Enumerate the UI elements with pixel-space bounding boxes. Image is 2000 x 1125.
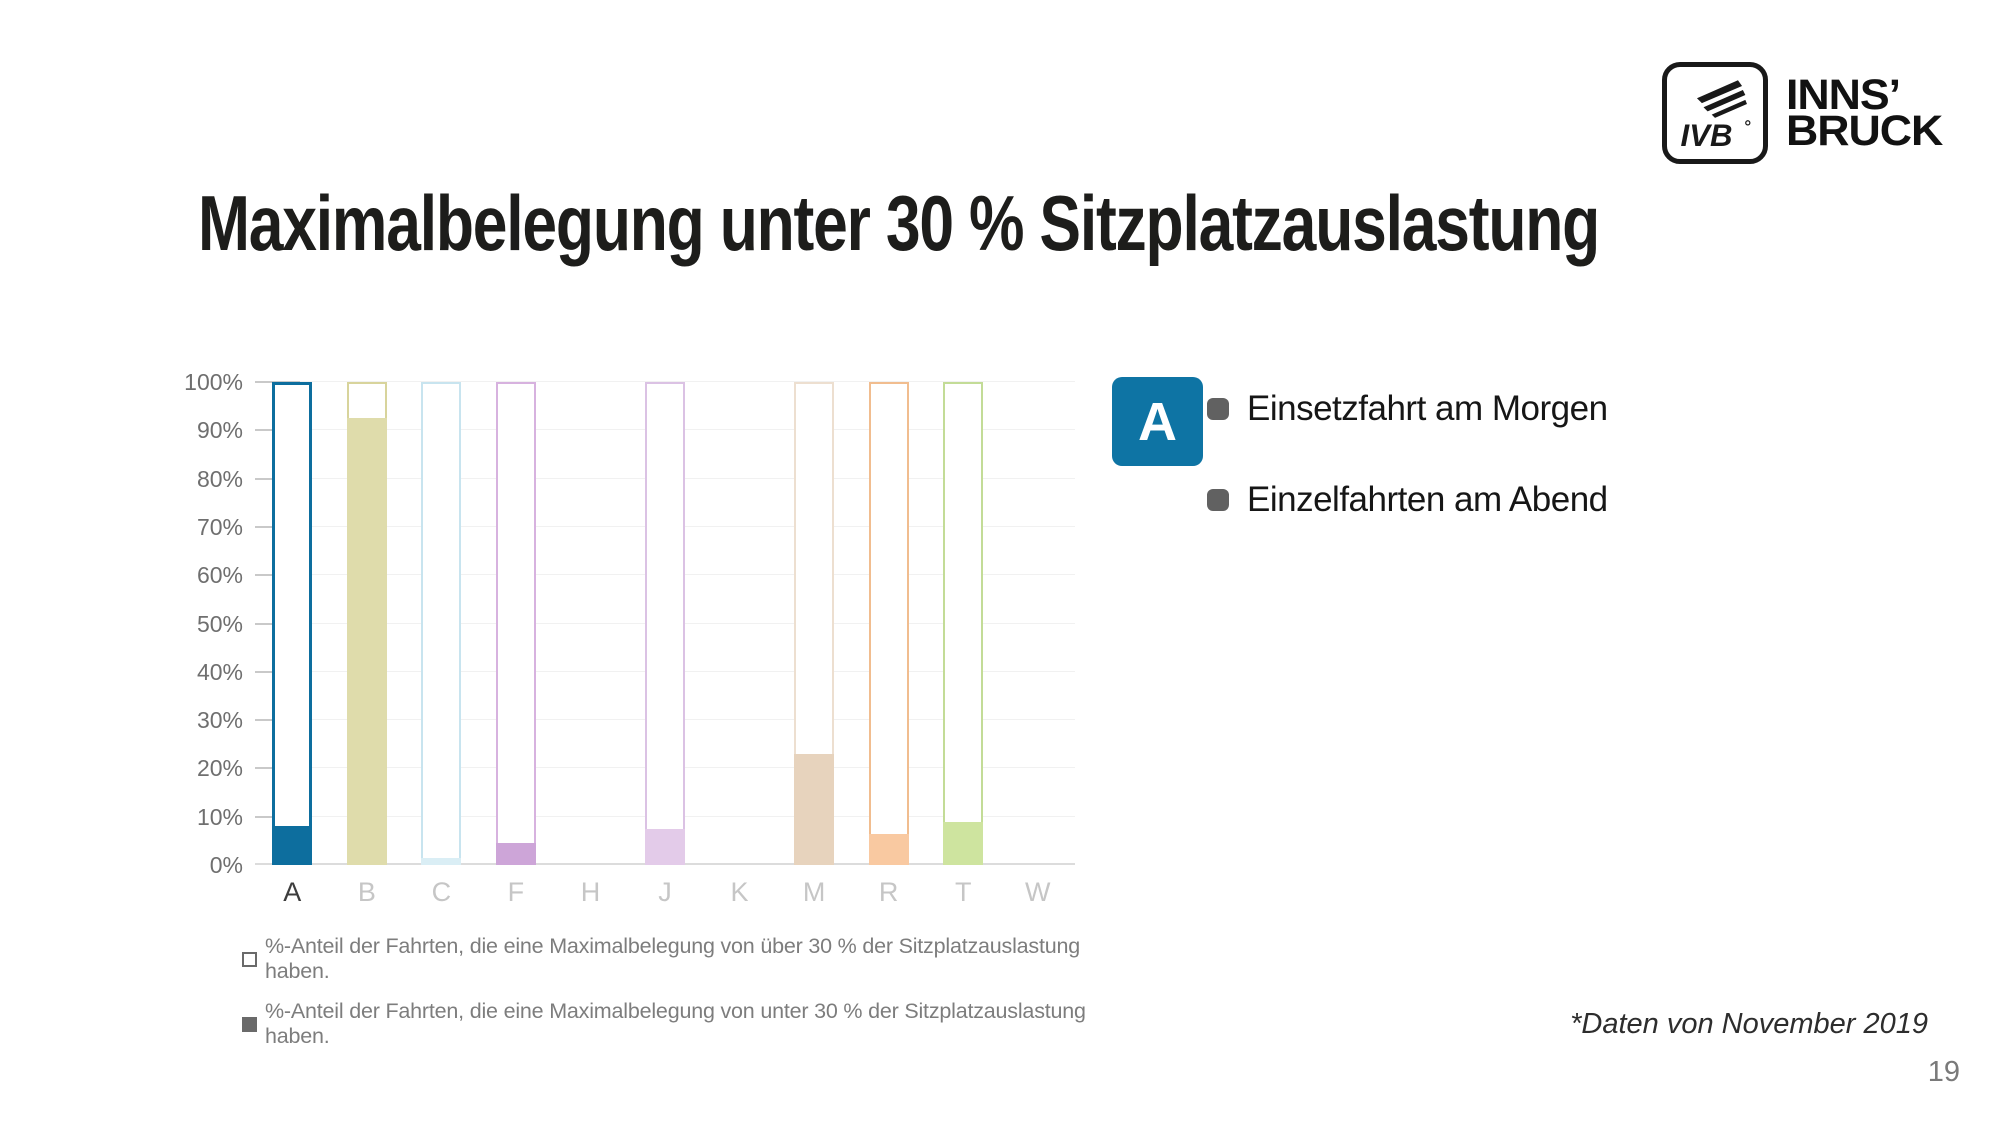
bar-slot bbox=[404, 382, 479, 865]
bar-slot bbox=[553, 382, 628, 865]
caption-under-30 bbox=[242, 999, 1100, 1049]
caption-under-30-text: %-Anteil der Fahrten, die eine Maximalbelegung von unter 30 % der Sitzplatzauslastung haben. bbox=[265, 999, 1086, 1048]
ivb-wing-icon bbox=[1674, 73, 1756, 153]
innsbruck-logo bbox=[1785, 70, 1943, 155]
x-label-C: C bbox=[431, 877, 452, 907]
chart-captions bbox=[242, 934, 1100, 1049]
line-a-badge: A bbox=[1112, 377, 1203, 466]
y-axis-label: 60% bbox=[196, 562, 243, 589]
bar-slot bbox=[926, 382, 1001, 865]
y-axis-label: 80% bbox=[196, 465, 243, 492]
bar-slot bbox=[330, 382, 405, 865]
footnote: *Daten von November 2019 bbox=[1570, 1008, 1928, 1040]
bar-fill-T bbox=[943, 822, 983, 865]
slide-title: Maximalbelegung unter 30 % Sitzplatzauslastung bbox=[198, 179, 1600, 267]
x-label-M: M bbox=[802, 877, 826, 907]
plot-area bbox=[184, 369, 1075, 878]
bar-outline-C bbox=[421, 382, 461, 865]
chart bbox=[184, 369, 1100, 1049]
x-label-F: F bbox=[507, 877, 525, 907]
legend-item-abend bbox=[1207, 480, 1608, 520]
bar-fill-J bbox=[645, 829, 685, 865]
y-axis-label: 30% bbox=[196, 707, 243, 734]
x-label-B: B bbox=[357, 877, 376, 907]
bar-fill-F bbox=[496, 843, 536, 865]
y-axis-label: 70% bbox=[196, 513, 243, 540]
bar-slot bbox=[777, 382, 852, 865]
bars bbox=[255, 382, 1075, 865]
bar-fill-B bbox=[347, 418, 387, 865]
innsbruck-logo-line1: INNS’ bbox=[1785, 70, 1900, 119]
x-labels bbox=[255, 877, 1075, 908]
x-label-A: A bbox=[283, 877, 302, 907]
bar-outline-R bbox=[869, 382, 909, 865]
bar-outline-F bbox=[496, 382, 536, 865]
y-axis-label: 100% bbox=[184, 369, 243, 395]
bar-fill-R bbox=[869, 834, 909, 865]
y-axis-label: 20% bbox=[196, 755, 243, 782]
y-axis-label: 10% bbox=[196, 803, 243, 830]
caption-over-30-text: %-Anteil der Fahrten, die eine Maximalbelegung von über 30 % der Sitzplatzauslastung haben. bbox=[265, 934, 1081, 983]
page-number: 19 bbox=[1927, 1056, 1960, 1088]
square-bullet-icon bbox=[1207, 489, 1229, 511]
legend-item-morgen-label: Einsetzfahrt am Morgen bbox=[1247, 389, 1608, 428]
x-label-R: R bbox=[878, 877, 899, 907]
x-label-H: H bbox=[580, 877, 601, 907]
y-axis-label: 50% bbox=[196, 610, 243, 637]
ivb-logo bbox=[1662, 62, 1768, 164]
logo-block bbox=[1662, 62, 1943, 164]
legend-item-morgen bbox=[1207, 389, 1608, 429]
ivb-logo-text: IVB bbox=[1680, 117, 1733, 153]
bar-fill-M bbox=[794, 754, 834, 865]
hollow-square-icon bbox=[242, 952, 257, 967]
bar-slot bbox=[1000, 382, 1075, 865]
caption-over-30 bbox=[242, 934, 1100, 984]
bar-fill-C bbox=[421, 858, 461, 865]
bar-fill-A bbox=[272, 826, 312, 865]
bar-slot bbox=[255, 382, 330, 865]
x-label-K: K bbox=[730, 877, 749, 907]
bar-slot bbox=[479, 382, 554, 865]
bar-outline-J bbox=[645, 382, 685, 865]
bar-slot bbox=[702, 382, 777, 865]
x-label-J: J bbox=[658, 877, 672, 907]
line-legend bbox=[1112, 377, 1608, 519]
y-axis-label: 40% bbox=[196, 658, 243, 685]
filled-square-icon bbox=[242, 1017, 257, 1032]
y-axis-label: 0% bbox=[209, 852, 243, 878]
bar-slot bbox=[628, 382, 703, 865]
x-label-T: T bbox=[954, 877, 972, 907]
innsbruck-logo-line2: BRUCK bbox=[1785, 107, 1943, 155]
square-bullet-icon bbox=[1207, 398, 1229, 420]
bar-outline-A bbox=[272, 382, 312, 865]
y-axis-label: 90% bbox=[196, 417, 243, 444]
bar-slot bbox=[851, 382, 926, 865]
legend-item-abend-label: Einzelfahrten am Abend bbox=[1247, 480, 1608, 519]
bar-outline-T bbox=[943, 382, 983, 865]
x-label-W: W bbox=[1025, 877, 1051, 907]
